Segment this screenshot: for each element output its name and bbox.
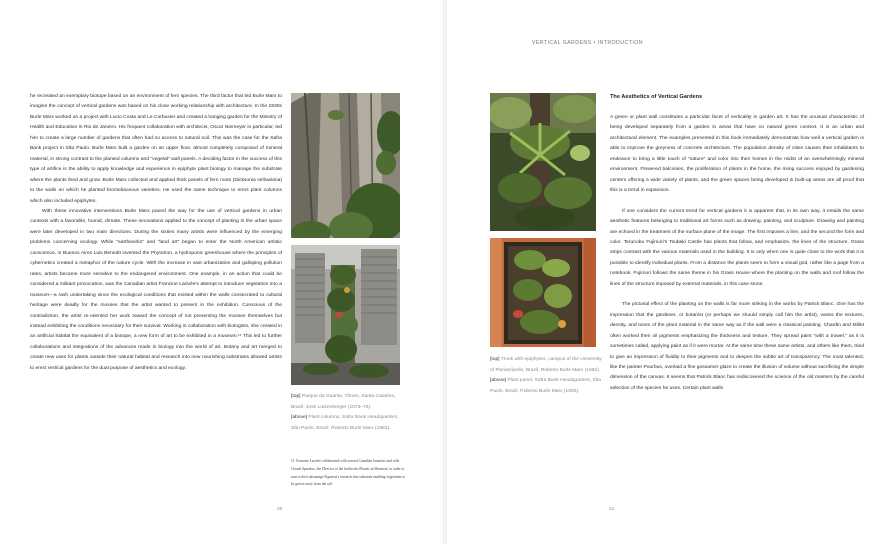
right-captions	[490, 355, 602, 397]
photo-plant-panel	[490, 238, 596, 347]
running-head: VERTICAL GARDENS • INTRODUCTION	[531, 40, 643, 46]
page-number-left: 20	[277, 507, 283, 512]
photo-plant-columns-safra	[291, 245, 400, 385]
left-paragraph-1: he recreated an exemplary biotope based on an environment of fern species. The third factor that led Burle Marx to imagine the concept of vertical gardens was based on his close working relationship with architecture. In the 1930s Burle Marx worked on a project with Lucio Costa and Le Corbusier and created a hanging garden for the Ministry of Health and Education in Rio de Janeiro. His frequent collaboration with architects, Oscar Niemeyer in particular, led him to create a large number of gardens that often had no access to natural soil. This was the case for the Safra Bank project in São Paolo. Burle Marx built a garden on an upper floor, almost completely composed of mineral material, in strong contrast to the planted columns and "vegetal" wall panels. A deciding factor in the success of this type of artifice is the ability to apply knowledge and experience in epiphyte plant biology to manage the substrate where the plants feed and grow. Burle Marx collected and applied thick panels of fern roots (Dicksonia sellowiana) to the walls on which he planted bromeliaceous varieties. He used the same technique to erect plant columns which also included epiphytes.	[30, 94, 282, 204]
section-heading: The Aesthetics of Vertical Gardens	[610, 94, 703, 100]
right-body-column	[610, 93, 864, 394]
footnote: 11. Francine Larivée collaborated with several Canadian botanists and with Claude Sperieux, the Director of the Jardin des Plantes in Montreal, in order to turn to their advantage Figueroa's research into substrate enabling vegetation to be grown away from the soil.	[291, 459, 406, 487]
right-paragraph-2: If one considers the current trend for vertical gardens it is apparent that, in its own way, it entails the same aesthetic features belonging to traditional art forms such as drawing, painting, and sculpture. Drawing and painting are echoed in the treatment of the surface plane of the image. The first imposes a line, and the second the form and color. Terunobu Fujimori's Tsubaki Castle has plants that follow, and emphasize, the lines of the structure. Grass strips contrast with the various materials used in the building. It is only when one is quite close to the work that it is possible to identify individual plants. From a distance the plants seem to form a visual grid, rather like a page from a notebook. Fujimori follows the same theme in his Grass House where the planting on the walls and roof follow the lines of the structure imposed by external materials, in this case stone.	[610, 208, 864, 287]
caption-above-text: Plant columns, Safra Bank Headquarters, São Paolo, Brazil, Roberto Burle Marx (1983).	[291, 415, 399, 431]
caption-top-text: Parque da Guarita, Tôrres, Santa Catarina, Brazil, José Lutzenberger (1973–78).	[291, 394, 396, 410]
photo-trunk-epiphytes	[490, 93, 596, 231]
left-captions	[291, 392, 401, 434]
caption-top-tag-right: [top]	[490, 357, 500, 362]
gutter	[443, 0, 447, 544]
caption-above-text-right: Plant panel, Safra Bank Headquarters, São Paolo, Brazil, Roberto Burle Marx (1983).	[490, 378, 602, 394]
left-paragraph-2: With these innovative interventions Burle Marx paved the way for the use of vertical gardens in urban contexts with a favorable, humid, climate. These innovations applied to the concept of planting in the urban space were later developed in two main directions. During the sixties many artists were influenced by the emerging problems concerning ecology. While "earthworks" and "land art" began to enter the North American artistic conscience, in Buenos Aires Luis Benedit invented the Phytotron, a hydroponic greenhouse where the principles of cybernetics created a metaphor of the nature cycle. With the increase in vast urbanization and galloping pollution rates, artists became more sensitive to the endangered environment. One example, in an action that could be considered a militant provocation, was the Canadian artist Francine Larivée's attempt to introduce vegetation into a museum—a rash undertaking since the ecological conditions that existed within the walls consecrated to cultural heritage were deadly for the mosses that the artist wanted to present in the exhibition. Conscious of the contradiction, the artist re-oriented her work toward the concept of not presenting the mosses themselves but instead exhibiting the conditions necessary for their survival. Working in collaboration with biologists, she created in an artificial habitat the equivalent of a biotope, a new form of art to be exhibited in a museum.¹¹ This led to further collaborations and integrations of the advances made in biology into the world of art. Botany and art merged to create new uses for plants outside their natural habitat and research into new nourishing substrates allowed artists to erect vertical gardens for the dual purpose of aesthetics and ecology.	[30, 208, 282, 371]
caption-above-tag: [above]	[291, 415, 308, 420]
caption-top-tag: [top]	[291, 394, 301, 399]
page-number-right: 21	[609, 507, 615, 512]
caption-top-text-right: Trunk with epiphytes, campus of the University of Florianópolis, Brazil, Roberto Burle Marx (1982).	[490, 357, 602, 373]
photo-parque-da-guarita	[291, 93, 400, 238]
left-body-column	[30, 92, 282, 374]
caption-above-tag-right: [above]	[490, 378, 507, 383]
right-paragraph-1: A green or plant wall constitutes a particular facet of verticality in garden art. It has the unusual characteristic of being developed separately from a garden in areas that have no natural green context. It is an urban and architectural element. The examples presented in this book immediately demonstrate how well a vertical garden is able to improve the greyness of concrete architecture. The population density of cities causes their inhabitants to endeavor to bring a little touch of "nature" and color into their homes in the midst of an overwhelmingly mineral environment. Flowered balconies, the proliferation of plants in the home, the rising success enjoyed by gardening centers offering a wide variety of plants, and the green spaces being developed in built-up areas are all proof that this is a trend in expansion.	[610, 115, 864, 194]
right-paragraph-3: The pictorial effect of the planting on the walls is far more striking in the works by Patrick Blanc. One has the impression that the gardener, or botanist (or perhaps we should simply call him the artist), varies the textures, density, and tones of the plant material in the same way as if the wall were a classical painting. Chardin and Millet often worked their oil pigments emphasizing the thickness and texture. They spread paint "with a trowel," as it is sometimes called, applying paint as if it were mortar. At the same time these same artists, and others like them, tried to give an impression of fluidity to their pigments and to deepen the subtle art of transparency. The most talented, like the painter Pourbus, overlaid a fine gossamer glaze to create the illusion of volume without sacrificing the simple dimension of the canvas. It seems that Patrick Blanc has rediscovered the science of the old masters by the careful selection of the species he uses. Certain plant walls	[610, 302, 864, 391]
